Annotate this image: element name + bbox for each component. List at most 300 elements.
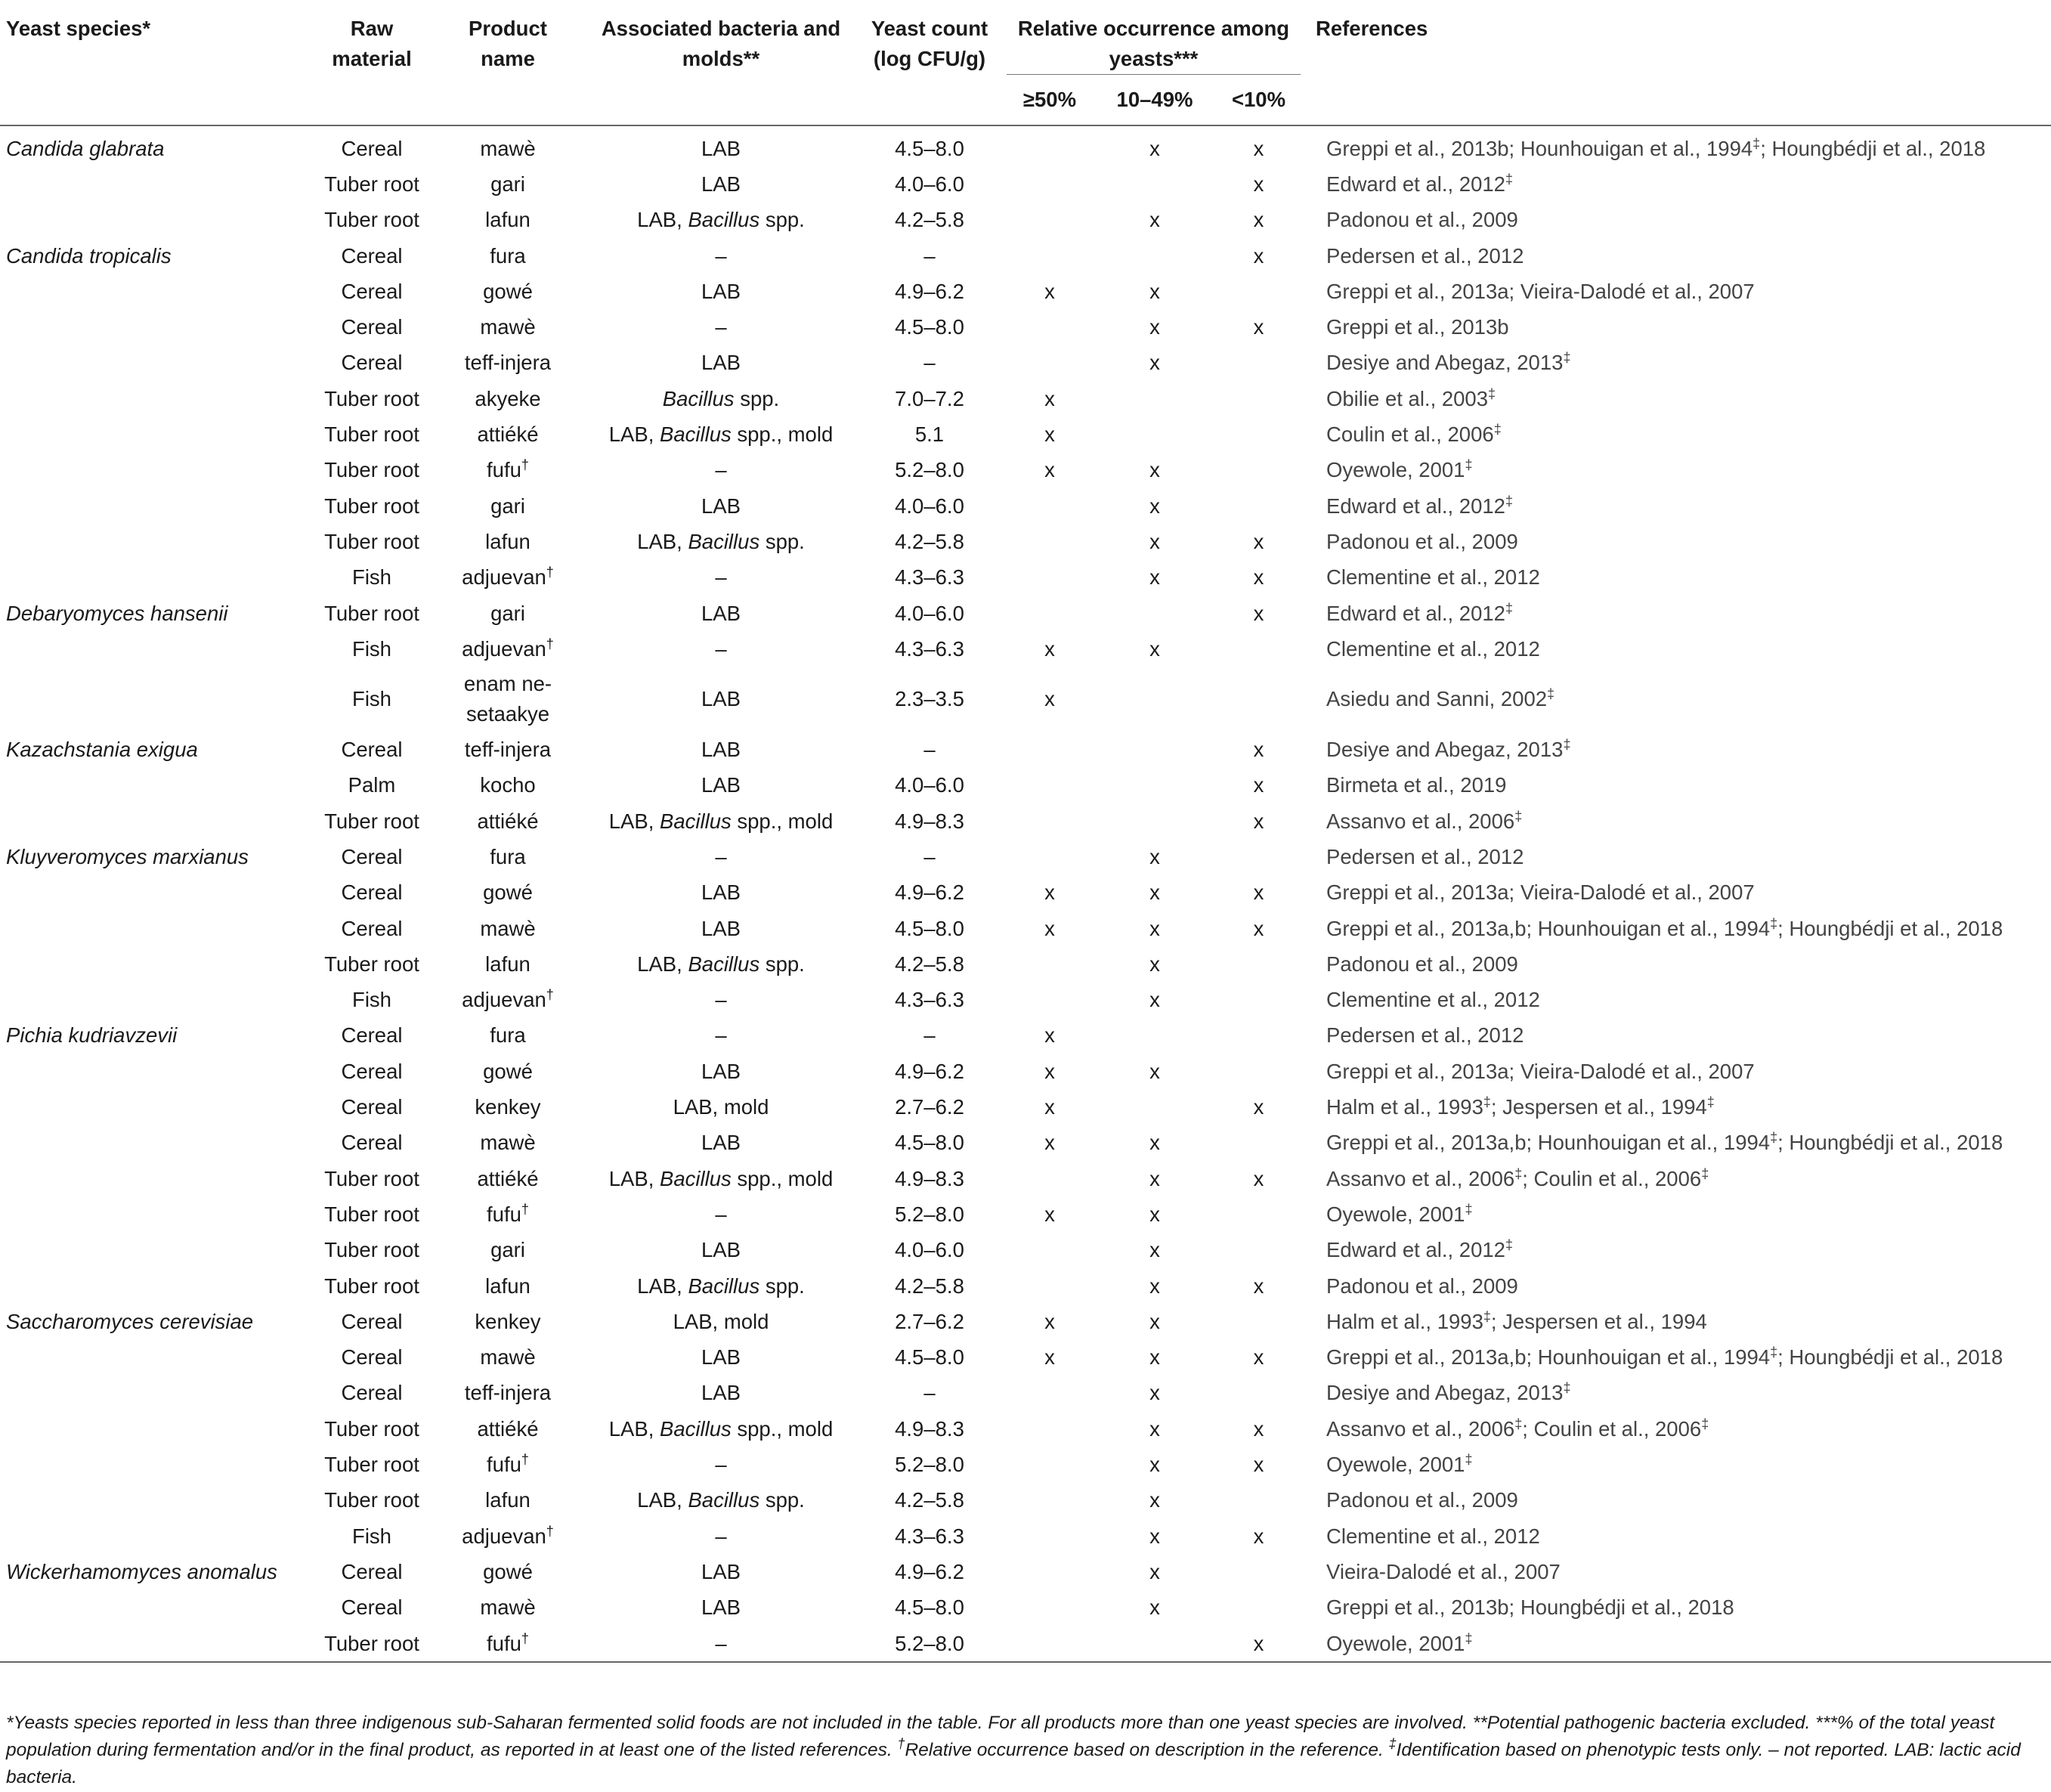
table-row (0, 1125, 2051, 1161)
yeast-count-cell: 2.7–6.2 (895, 1095, 964, 1119)
raw-material-cell: Cereal (341, 881, 403, 905)
references-cell: Padonou et al., 2009 (1326, 952, 1518, 976)
raw-material-cell: Fish (352, 687, 391, 711)
raw-material-cell: Cereal (341, 1559, 403, 1583)
references-cell: Greppi et al., 2013a,b; Hounhouigan et al., 1994‡; Houngbédji et al., 2018 (1326, 1345, 2003, 1370)
header-relative-occurrence-label: Relative occurrence among yeasts*** (1017, 17, 1290, 70)
occurrence-10-49-cell: x (1149, 315, 1160, 339)
table-row (0, 1447, 2051, 1482)
species-cell (0, 911, 308, 946)
associated-bacteria-cell: LAB (701, 172, 741, 196)
occurrence-10-49-cell (1102, 803, 1208, 839)
occurrence-50-cell (998, 1590, 1102, 1626)
species-cell (0, 803, 308, 839)
occurrence-50-cell (998, 1483, 1102, 1518)
raw-material-cell: Cereal (341, 844, 403, 868)
species-cell: Kluyveromyces marxianus (6, 844, 249, 868)
species-cell: Debaryomyces hansenii (6, 601, 228, 625)
occurrence-10-49-cell: x (1149, 1274, 1160, 1298)
references-cell: Clementine et al., 2012 (1326, 1524, 1540, 1548)
table-row (0, 1196, 2051, 1232)
occurrence-50-cell (998, 488, 1102, 524)
species-cell (0, 768, 308, 803)
product-name-cell: mawè (480, 315, 536, 339)
references-cell: Assanvo et al., 2006‡ (1326, 808, 1523, 833)
species-cell (0, 416, 308, 452)
references-cell: Greppi et al., 2013a; Vieira-Dalodé et al., 2007 (1326, 1059, 1755, 1083)
product-name-cell: fufu† (435, 1626, 580, 1662)
references-cell: Edward et al., 2012‡ (1326, 1237, 1513, 1262)
table-row (0, 839, 2051, 874)
occurrence-50-cell (998, 1161, 1102, 1196)
table-row (0, 381, 2051, 416)
yeast-count-cell: – (923, 1381, 936, 1405)
species-cell (0, 875, 308, 911)
yeast-count-cell: 4.9–6.2 (895, 1559, 964, 1583)
occurrence-10-49-cell: x (1149, 636, 1160, 661)
occurrence-lt10-cell: x (1253, 565, 1264, 590)
yeast-count-cell: 4.9–8.3 (895, 1416, 964, 1441)
references-cell: Vieira-Dalodé et al., 2007 (1326, 1559, 1561, 1583)
occurrence-lt10-cell (1208, 453, 1310, 488)
product-name-cell: mawè (480, 136, 536, 160)
occurrence-10-49-cell (1102, 596, 1208, 631)
occurrence-lt10-cell (1208, 1554, 1310, 1589)
product-name-cell: fura (490, 844, 526, 868)
occurrence-10-49-cell: x (1149, 208, 1160, 232)
yeast-count-cell: – (923, 1023, 936, 1048)
raw-material-cell: Tuber root (324, 1238, 419, 1262)
header-references: References (1310, 0, 2051, 125)
occurrence-50-cell (998, 560, 1102, 596)
references-cell: Greppi et al., 2013b; Hounhouigan et al., 1994‡; Houngbédji et al., 2018 (1326, 135, 1986, 160)
occurrence-10-49-cell (1102, 768, 1208, 803)
associated-bacteria-cell: LAB (701, 1595, 741, 1620)
occurrence-lt10-cell (1208, 488, 1310, 524)
raw-material-cell: Cereal (341, 1309, 403, 1333)
references-cell: Halm et al., 1993‡; Jespersen et al., 1994 (1326, 1308, 1707, 1333)
occurrence-lt10-cell: x (1253, 1416, 1264, 1441)
occurrence-10-49-cell (1102, 238, 1208, 274)
associated-bacteria-cell: LAB, Bacillus spp. (637, 529, 805, 553)
references-cell: Desiye and Abegaz, 2013‡ (1326, 350, 1571, 375)
raw-material-cell: Cereal (341, 1131, 403, 1155)
associated-bacteria-cell: – (580, 1626, 862, 1662)
occurrence-lt10-cell: x (1253, 738, 1264, 762)
references-cell: Greppi et al., 2013a; Vieira-Dalodé et al., 2007 (1326, 881, 1755, 905)
occurrence-10-49-cell: x (1149, 1238, 1160, 1262)
associated-bacteria-cell: LAB (701, 494, 741, 518)
table-body (0, 125, 2051, 1662)
references-cell: Clementine et al., 2012 (1326, 565, 1540, 590)
raw-material-cell: Tuber root (324, 422, 419, 447)
product-name-cell: lafun (485, 1488, 531, 1512)
header-relative-occurrence (998, 0, 1310, 75)
yeast-count-cell: 4.9–6.2 (895, 881, 964, 905)
occurrence-lt10-cell (1208, 1483, 1310, 1518)
table-row (0, 1590, 2051, 1626)
table-row (0, 1554, 2051, 1589)
product-name-cell: attiéké (477, 809, 539, 833)
raw-material-cell: Cereal (341, 315, 403, 339)
occurrence-50-cell (998, 203, 1102, 238)
raw-material-cell: Tuber root (324, 1416, 419, 1441)
table-row (0, 1054, 2051, 1089)
occurrence-lt10-cell (1208, 1196, 1310, 1232)
header-occ-10-49: 10–49% (1102, 75, 1208, 125)
species-cell (0, 667, 308, 732)
yeast-count-cell: 4.9–6.2 (895, 1059, 964, 1083)
species-cell: Candida glabrata (6, 136, 165, 160)
occurrence-50-cell: x (1044, 636, 1055, 661)
references-cell: Edward et al., 2012‡ (1326, 600, 1513, 625)
associated-bacteria-cell: LAB, Bacillus spp., mold (608, 422, 834, 447)
species-cell (0, 1340, 308, 1376)
associated-bacteria-cell: LAB (701, 1131, 741, 1155)
table-row (0, 488, 2051, 524)
references-cell: Padonou et al., 2009 (1326, 529, 1518, 553)
associated-bacteria-cell: – (715, 988, 727, 1012)
occurrence-lt10-cell: x (1208, 1626, 1310, 1662)
occurrence-50-cell (998, 238, 1102, 274)
raw-material-cell: Tuber root (324, 529, 419, 553)
species-cell (0, 1089, 308, 1125)
species-cell: Pichia kudriavzevii (6, 1023, 178, 1048)
product-name-cell: gari (490, 1238, 525, 1262)
occurrence-50-cell: x (1044, 1309, 1055, 1333)
yeast-count-cell: 4.0–6.0 (895, 773, 964, 797)
references-cell: Greppi et al., 2013a,b; Hounhouigan et al., 1994‡; Houngbédji et al., 2018 (1326, 915, 2003, 940)
header-associated-bacteria: Associated bacteria and molds** (580, 0, 862, 125)
raw-material-cell: Tuber root (324, 601, 419, 625)
table-row (0, 166, 2051, 202)
occurrence-lt10-cell: x (1253, 601, 1264, 625)
associated-bacteria-cell: LAB, mold (673, 1095, 769, 1119)
yeast-count-cell: 5.2–8.0 (895, 1202, 964, 1226)
occurrence-lt10-cell (1208, 839, 1310, 874)
header-occ-lt10: <10% (1208, 75, 1310, 125)
occurrence-50-cell (998, 803, 1102, 839)
yeast-count-cell: 4.0–6.0 (895, 494, 964, 518)
associated-bacteria-cell: LAB (701, 687, 741, 711)
occurrence-10-49-cell (1102, 166, 1208, 202)
occurrence-50-cell: x (1044, 1095, 1055, 1119)
occurrence-lt10-cell: x (1253, 315, 1264, 339)
product-name-cell: attiéké (477, 1166, 539, 1190)
references-cell: Halm et al., 1993‡; Jespersen et al., 1994‡ (1326, 1094, 1715, 1119)
references-cell: Padonou et al., 2009 (1326, 1274, 1518, 1298)
species-cell (0, 631, 308, 667)
occurrence-lt10-cell: x (1253, 916, 1264, 940)
occurrence-50-cell (998, 125, 1102, 166)
associated-bacteria-cell: LAB (701, 1381, 741, 1405)
yeast-count-cell: 5.1 (914, 422, 945, 447)
table-row (0, 274, 2051, 309)
references-cell: Desiye and Abegaz, 2013‡ (1326, 737, 1571, 762)
references-cell: Desiye and Abegaz, 2013‡ (1326, 1380, 1571, 1405)
species-cell (0, 946, 308, 982)
yeast-count-cell: 4.5–8.0 (895, 1595, 964, 1620)
occurrence-lt10-cell (1208, 946, 1310, 982)
raw-material-cell: Tuber root (324, 1166, 419, 1190)
occurrence-lt10-cell: x (1253, 172, 1264, 196)
table-row (0, 1483, 2051, 1518)
yeast-count-cell: 4.2–5.8 (895, 952, 964, 976)
species-cell (0, 983, 308, 1018)
product-name-cell: gowé (483, 279, 533, 303)
associated-bacteria-cell: – (715, 565, 727, 590)
table-row (0, 453, 2051, 488)
raw-material-cell: Cereal (341, 1595, 403, 1620)
occurrence-50-cell: x (1044, 881, 1055, 905)
product-name-cell: kenkey (475, 1309, 541, 1333)
table-row (0, 911, 2051, 946)
occurrence-10-49-cell: x (1149, 136, 1160, 160)
associated-bacteria-cell: – (715, 1023, 727, 1048)
table-row (0, 203, 2051, 238)
occurrence-50-cell: x (1044, 916, 1055, 940)
yeast-count-cell: 4.2–5.8 (895, 1488, 964, 1512)
raw-material-cell: Tuber root (324, 952, 419, 976)
references-cell: Clementine et al., 2012 (1326, 636, 1540, 661)
references-cell: Edward et al., 2012‡ (1326, 171, 1513, 196)
occurrence-lt10-cell: x (1253, 1095, 1264, 1119)
associated-bacteria-cell: LAB (701, 601, 741, 625)
raw-material-cell: Palm (348, 773, 396, 797)
product-name-cell: gari (490, 494, 525, 518)
occurrence-lt10-cell (1208, 345, 1310, 381)
product-name-cell: lafun (485, 952, 531, 976)
raw-material-cell: Tuber root (324, 458, 419, 482)
raw-material-cell: Tuber root (324, 1488, 419, 1512)
occurrence-10-49-cell (1102, 1018, 1208, 1054)
occurrence-lt10-cell: x (1253, 208, 1264, 232)
product-name-cell: mawè (480, 1131, 536, 1155)
product-name-cell: teff-injera (464, 351, 552, 375)
occurrence-10-49-cell: x (1149, 881, 1160, 905)
product-name-cell: adjuevan† (462, 636, 554, 661)
occurrence-10-49-cell: x (1149, 458, 1160, 482)
table-row (0, 1233, 2051, 1268)
species-cell (0, 1518, 308, 1554)
species-cell (0, 1161, 308, 1196)
occurrence-lt10-cell: x (1253, 773, 1264, 797)
product-name-cell: gowé (483, 1559, 533, 1583)
product-name-cell: fura (490, 243, 526, 268)
raw-material-cell: Tuber root (324, 1274, 419, 1298)
occurrence-50-cell (998, 1376, 1102, 1411)
occurrence-10-49-cell: x (1149, 952, 1160, 976)
species-cell (0, 1054, 308, 1089)
header-yeast-count: Yeast count (log CFU/g) (862, 0, 998, 125)
yeast-count-cell: – (923, 738, 936, 762)
occurrence-50-cell (998, 1233, 1102, 1268)
occurrence-lt10-cell (1208, 1054, 1310, 1089)
occurrence-50-cell: x (1044, 1202, 1055, 1226)
associated-bacteria-cell: LAB, Bacillus spp. (637, 952, 805, 976)
yeast-count-cell: 4.2–5.8 (895, 1274, 964, 1298)
species-cell (0, 1411, 308, 1447)
references-cell: Oyewole, 2001‡ (1326, 1452, 1473, 1477)
species-cell (0, 1125, 308, 1161)
product-name-cell: lafun (485, 529, 531, 553)
associated-bacteria-cell: LAB, Bacillus spp. (637, 1488, 805, 1512)
references-cell: Obilie et al., 2003‡ (1326, 385, 1496, 410)
occurrence-50-cell (998, 309, 1102, 345)
occurrence-50-cell: x (1044, 1059, 1055, 1083)
occurrence-50-cell (998, 983, 1102, 1018)
occurrence-10-49-cell: x (1149, 1131, 1160, 1155)
associated-bacteria-cell: LAB, Bacillus spp., mold (608, 1166, 834, 1190)
table-row (0, 1376, 2051, 1411)
species-cell (0, 1233, 308, 1268)
occurrence-10-49-cell (1102, 381, 1208, 416)
occurrence-50-cell (998, 946, 1102, 982)
table-row (0, 1626, 2051, 1662)
species-cell (0, 453, 308, 488)
occurrence-lt10-cell (1208, 631, 1310, 667)
yeast-count-cell: 4.0–6.0 (895, 601, 964, 625)
species-cell (0, 381, 308, 416)
references-cell: Edward et al., 2012‡ (1326, 493, 1513, 518)
occurrence-50-cell (998, 1447, 1102, 1482)
occurrence-lt10-cell: x (1253, 1274, 1264, 1298)
header-product-name: Product name (435, 0, 580, 125)
table-row (0, 1268, 2051, 1304)
raw-material-cell: Fish (352, 636, 391, 661)
occurrence-50-cell: x (1044, 422, 1055, 447)
occurrence-10-49-cell (1102, 732, 1208, 767)
occurrence-10-49-cell: x (1149, 1595, 1160, 1620)
raw-material-cell: Tuber root (324, 1453, 419, 1477)
species-cell (0, 560, 308, 596)
associated-bacteria-cell: LAB, Bacillus spp. (637, 208, 805, 232)
raw-material-cell: Cereal (341, 136, 403, 160)
table-row (0, 631, 2051, 667)
references-cell: Pedersen et al., 2012 (1326, 844, 1524, 868)
yeast-count-cell: 4.5–8.0 (895, 1345, 964, 1370)
occurrence-50-cell (998, 596, 1102, 631)
occurrence-10-49-cell: x (1149, 1381, 1160, 1405)
product-name-cell: mawè (480, 1595, 536, 1620)
species-cell (0, 1590, 308, 1626)
raw-material-cell: Fish (352, 1524, 391, 1548)
raw-material-cell: Cereal (341, 1095, 403, 1119)
table-row (0, 803, 2051, 839)
product-name-cell: kenkey (475, 1095, 541, 1119)
product-name-cell: teff-injera (464, 738, 552, 762)
species-cell (0, 1376, 308, 1411)
occurrence-10-49-cell: x (1149, 1202, 1160, 1226)
references-cell: Oyewole, 2001‡ (1326, 457, 1473, 482)
product-name-cell: fufu† (487, 457, 529, 482)
occurrence-50-cell (998, 524, 1102, 559)
product-name-cell: fura (490, 1023, 526, 1048)
occurrence-10-49-cell: x (1149, 1059, 1160, 1083)
occurrence-lt10-cell (1208, 1233, 1310, 1268)
product-name-cell: gari (490, 172, 525, 196)
table-row (0, 309, 2051, 345)
raw-material-cell: Cereal (341, 243, 403, 268)
table-row (0, 125, 2051, 166)
references-cell: Padonou et al., 2009 (1326, 1488, 1518, 1512)
yeast-count-cell: 2.7–6.2 (895, 1309, 964, 1333)
species-cell (0, 524, 308, 559)
occurrence-50-cell: x (1044, 458, 1055, 482)
yeast-count-cell: 4.0–6.0 (895, 172, 964, 196)
occurrence-lt10-cell: x (1253, 1524, 1264, 1548)
yeast-count-cell: 5.2–8.0 (862, 1626, 998, 1662)
occurrence-10-49-cell: x (1149, 279, 1160, 303)
associated-bacteria-cell: LAB, Bacillus spp. (637, 1274, 805, 1298)
raw-material-cell: Fish (352, 988, 391, 1012)
references-cell: Greppi et al., 2013b; Houngbédji et al., 2018 (1326, 1595, 1734, 1620)
references-cell: Assanvo et al., 2006‡; Coulin et al., 2006‡ (1326, 1416, 1709, 1441)
associated-bacteria-cell: LAB, Bacillus spp., mold (608, 809, 834, 833)
occurrence-10-49-cell (1102, 1626, 1208, 1662)
occurrence-10-49-cell: x (1149, 1345, 1160, 1370)
occurrence-10-49-cell (1102, 667, 1208, 732)
product-name-cell: lafun (485, 1274, 531, 1298)
table-row (0, 416, 2051, 452)
occurrence-lt10-cell: x (1253, 809, 1264, 833)
references-cell: Greppi et al., 2013a; Vieira-Dalodé et al., 2007 (1326, 279, 1755, 303)
yeast-count-cell: 4.0–6.0 (895, 1238, 964, 1262)
raw-material-cell: Tuber root (324, 386, 419, 410)
header-species: Yeast species* (0, 0, 308, 125)
occurrence-lt10-cell (1208, 1125, 1310, 1161)
header-raw-material: Raw material (308, 0, 435, 125)
occurrence-10-49-cell: x (1149, 565, 1160, 590)
table-row (0, 667, 2051, 732)
species-cell (0, 274, 308, 309)
occurrence-50-cell (998, 1554, 1102, 1589)
occurrence-lt10-cell: x (1253, 1345, 1264, 1370)
associated-bacteria-cell: LAB, mold (673, 1309, 769, 1333)
references-cell: Greppi et al., 2013a,b; Hounhouigan et al., 1994‡; Houngbédji et al., 2018 (1326, 1130, 2003, 1155)
occurrence-50-cell (998, 839, 1102, 874)
table-row (0, 732, 2051, 767)
occurrence-50-cell: x (1044, 687, 1055, 711)
yeast-count-cell: 5.2–8.0 (895, 458, 964, 482)
associated-bacteria-cell: LAB (701, 351, 741, 375)
yeast-count-cell: 4.5–8.0 (895, 1131, 964, 1155)
product-name-cell: fufu† (487, 1452, 529, 1477)
occurrence-50-cell (998, 166, 1102, 202)
yeast-count-cell: 4.3–6.3 (895, 988, 964, 1012)
yeast-count-cell: 4.9–6.2 (895, 279, 964, 303)
associated-bacteria-cell: LAB (701, 1238, 741, 1262)
raw-material-cell: Cereal (341, 1381, 403, 1405)
species-cell (0, 1196, 308, 1232)
species-cell: Saccharomyces cerevisiae (6, 1309, 254, 1333)
table-row (0, 983, 2051, 1018)
raw-material-cell: Cereal (341, 279, 403, 303)
yeast-count-cell: 4.3–6.3 (895, 565, 964, 590)
table-row (0, 768, 2051, 803)
product-name-cell: adjuevan† (462, 987, 554, 1012)
occurrence-10-49-cell: x (1149, 1416, 1160, 1441)
references-cell: Coulin et al., 2006‡ (1326, 422, 1502, 447)
table-row (0, 1411, 2051, 1447)
associated-bacteria-cell: – (715, 636, 727, 661)
occurrence-lt10-cell: x (1253, 881, 1264, 905)
raw-material-cell: Cereal (341, 351, 403, 375)
species-cell (0, 203, 308, 238)
yeast-count-cell: 4.2–5.8 (895, 529, 964, 553)
product-name-cell: mawè (480, 1345, 536, 1370)
occurrence-10-49-cell (1102, 416, 1208, 452)
